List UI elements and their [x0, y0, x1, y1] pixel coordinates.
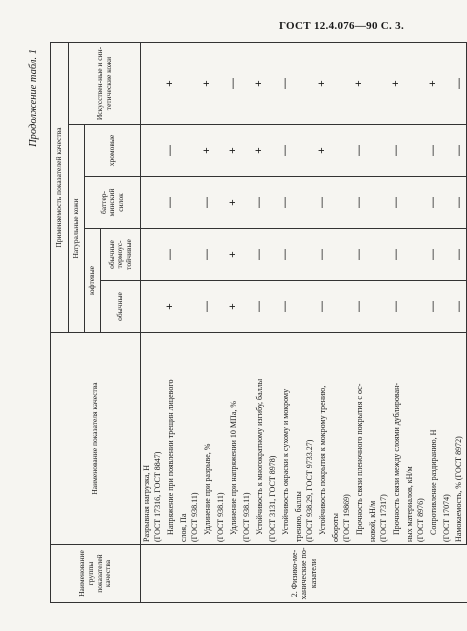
applicability-mark: [141, 125, 153, 177]
applicability-mark: [178, 43, 189, 125]
table-row: [330, 43, 341, 603]
applicability-mark: [241, 125, 252, 177]
applicability-mark: [341, 229, 352, 281]
header-natural-leathers: Натуральные кожи: [69, 125, 85, 333]
applicability-mark: [404, 125, 415, 177]
applicability-mark: —: [315, 229, 330, 281]
header-yuft-heat-resistant: обычные термоус-тойчивые: [101, 229, 141, 281]
table-row: [304, 43, 315, 603]
table-row: [441, 43, 452, 603]
applicability-mark: —: [452, 125, 467, 177]
applicability-mark: +: [252, 125, 267, 177]
table-row: [252, 43, 267, 603]
applicability-mark: [189, 281, 200, 333]
applicability-mark: [330, 125, 341, 177]
applicability-mark: [215, 43, 226, 125]
applicability-mark: [178, 281, 189, 333]
table-row: [278, 43, 293, 603]
table-row: [241, 43, 252, 603]
applicability-mark: —: [452, 43, 467, 125]
indicator-cell: Удлинение при разрыве, %: [200, 333, 215, 545]
applicability-mark: [404, 281, 415, 333]
applicability-mark: [141, 43, 153, 125]
applicability-mark: [415, 43, 426, 125]
indicator-cell: Напряжение при появлении трещин лицевого: [163, 333, 178, 545]
applicability-mark: [404, 177, 415, 229]
indicator-cell: (ГОСТ 17316, ГОСТ 8847): [152, 333, 163, 545]
indicator-cell: (ГОСТ 8976): [415, 333, 426, 545]
applicability-mark: +: [389, 43, 404, 125]
applicability-mark: —: [163, 177, 178, 229]
applicability-mark: —: [315, 177, 330, 229]
applicability-mark: [367, 125, 378, 177]
applicability-mark: [441, 281, 452, 333]
table-row: [200, 43, 215, 603]
header-chrome: хромовые: [85, 125, 141, 177]
applicability-mark: —: [389, 281, 404, 333]
applicability-mark: [330, 177, 341, 229]
applicability-mark: +: [200, 43, 215, 125]
applicability-mark: —: [163, 229, 178, 281]
applicability-mark: +: [315, 43, 330, 125]
applicability-mark: +: [315, 125, 330, 177]
applicability-mark: [341, 281, 352, 333]
applicability-mark: [241, 229, 252, 281]
applicability-mark: [341, 177, 352, 229]
applicability-mark: [441, 125, 452, 177]
applicability-mark: [378, 177, 389, 229]
table-row: [341, 43, 352, 603]
applicability-mark: [415, 229, 426, 281]
applicability-mark: [215, 125, 226, 177]
header-indicator: Наименование показателя качества: [51, 333, 141, 545]
applicability-mark: —: [452, 281, 467, 333]
applicability-mark: —: [252, 177, 267, 229]
applicability-mark: [189, 125, 200, 177]
applicability-mark: —: [426, 229, 441, 281]
applicability-mark: [293, 281, 304, 333]
indicator-cell: (ГОСТ 938.29, ГОСТ 9733.27): [304, 333, 315, 545]
applicability-mark: —: [200, 281, 215, 333]
applicability-mark: [215, 229, 226, 281]
applicability-mark: [367, 281, 378, 333]
indicator-cell: Прочность связи пленочного покрытия с ос-: [352, 333, 367, 545]
applicability-mark: —: [352, 229, 367, 281]
applicability-mark: [378, 125, 389, 177]
table-row: [352, 43, 367, 603]
header-group: Наименование группы показателей качества: [51, 545, 141, 603]
applicability-mark: [152, 43, 163, 125]
applicability-mark: [378, 43, 389, 125]
applicability-mark: [304, 125, 315, 177]
applicability-mark: [241, 43, 252, 125]
table-row: [404, 43, 415, 603]
quality-indicators-table: [50, 42, 467, 603]
applicability-mark: [241, 281, 252, 333]
indicator-cell: Намокаемость, % (ГОСТ 8972): [452, 333, 467, 545]
table-row: [226, 43, 241, 603]
applicability-mark: [141, 177, 153, 229]
applicability-mark: —: [278, 125, 293, 177]
applicability-mark: [415, 177, 426, 229]
applicability-mark: —: [278, 177, 293, 229]
applicability-mark: [378, 229, 389, 281]
applicability-mark: [241, 177, 252, 229]
applicability-mark: [152, 125, 163, 177]
applicability-mark: [404, 43, 415, 125]
indicator-cell: (ГОСТ 938.11): [189, 333, 200, 545]
group-label: 2. Физико-ме-ханические по-казатели: [141, 545, 467, 603]
applicability-mark: —: [352, 177, 367, 229]
applicability-mark: —: [252, 281, 267, 333]
applicability-mark: —: [278, 43, 293, 125]
applicability-mark: [367, 229, 378, 281]
applicability-mark: [293, 43, 304, 125]
table-row: [426, 43, 441, 603]
indicator-cell: новой, кН/м: [367, 333, 378, 545]
applicability-mark: [304, 281, 315, 333]
applicability-mark: —: [163, 125, 178, 177]
applicability-mark: [304, 229, 315, 281]
table-row: [293, 43, 304, 603]
applicability-mark: —: [200, 177, 215, 229]
indicator-cell: Удлинение при напряжении 10 МПа, %: [226, 333, 241, 545]
applicability-mark: +: [226, 281, 241, 333]
table-row: [367, 43, 378, 603]
applicability-mark: [152, 177, 163, 229]
applicability-mark: +: [426, 43, 441, 125]
applicability-mark: —: [426, 125, 441, 177]
applicability-mark: +: [226, 177, 241, 229]
applicability-mark: [441, 229, 452, 281]
applicability-mark: [341, 125, 352, 177]
table-row: [141, 43, 153, 603]
indicator-cell: (ГОСТ 17317): [378, 333, 389, 545]
table-row: [315, 43, 330, 603]
applicability-mark: +: [163, 281, 178, 333]
table-row: [152, 43, 163, 603]
applicability-mark: +: [252, 43, 267, 125]
applicability-mark: [415, 281, 426, 333]
applicability-mark: [415, 125, 426, 177]
applicability-mark: [304, 177, 315, 229]
applicability-mark: [152, 281, 163, 333]
applicability-mark: [441, 43, 452, 125]
applicability-mark: —: [226, 43, 241, 125]
indicator-cell: слоя, Па: [178, 333, 189, 545]
table-row: [189, 43, 200, 603]
indicator-cell: Устойчивость покрытия к мокрому трению,: [315, 333, 330, 545]
indicator-cell: (ГОСТ 3131, ГОСТ 8978): [267, 333, 278, 545]
indicator-cell: ных материалов, кН/м: [404, 333, 415, 545]
applicability-mark: +: [352, 43, 367, 125]
applicability-mark: [367, 177, 378, 229]
applicability-mark: [378, 281, 389, 333]
applicability-mark: [330, 43, 341, 125]
indicator-cell: Сопротивление раздиранию, Н: [426, 333, 441, 545]
applicability-mark: [404, 229, 415, 281]
indicator-cell: Устойчивость к многократному изгибу, баллы: [252, 333, 267, 545]
indicator-cell: Устойчивость окраски к сухому и мокрому: [278, 333, 293, 545]
applicability-mark: +: [226, 229, 241, 281]
applicability-mark: [189, 43, 200, 125]
header-butyl: баттер-минский силок: [85, 177, 141, 229]
table-continuation-title: Продолжение табл. 1: [28, 49, 39, 147]
applicability-mark: —: [315, 281, 330, 333]
applicability-mark: [293, 229, 304, 281]
applicability-mark: [267, 281, 278, 333]
applicability-mark: —: [452, 229, 467, 281]
table-row: [178, 43, 189, 603]
table-row: [415, 43, 426, 603]
table-row: [389, 43, 404, 603]
applicability-mark: [293, 177, 304, 229]
applicability-mark: —: [389, 177, 404, 229]
applicability-mark: [330, 229, 341, 281]
applicability-mark: [178, 125, 189, 177]
applicability-mark: [441, 177, 452, 229]
applicability-mark: [215, 281, 226, 333]
table-row: [378, 43, 389, 603]
applicability-mark: —: [389, 229, 404, 281]
applicability-mark: [267, 125, 278, 177]
applicability-mark: [152, 229, 163, 281]
applicability-mark: [341, 43, 352, 125]
applicability-mark: —: [352, 125, 367, 177]
indicator-cell: (ГОСТ 19869): [341, 333, 352, 545]
indicator-cell: Прочность связи между слоями дублирован-: [389, 333, 404, 545]
applicability-mark: —: [252, 229, 267, 281]
applicability-mark: [267, 229, 278, 281]
applicability-mark: [367, 43, 378, 125]
applicability-mark: —: [278, 229, 293, 281]
applicability-mark: [330, 281, 341, 333]
applicability-mark: —: [426, 281, 441, 333]
indicator-cell: обороты: [330, 333, 341, 545]
page-header: ГОСТ 12.4.076—90 С. 3.: [279, 20, 404, 32]
header-yuft-regular: обычные: [101, 281, 141, 333]
applicability-mark: [141, 281, 153, 333]
applicability-mark: +: [200, 125, 215, 177]
applicability-mark: [215, 177, 226, 229]
table-row: [163, 43, 178, 603]
applicability-mark: —: [452, 177, 467, 229]
table-row: [452, 43, 467, 603]
applicability-mark: —: [426, 177, 441, 229]
applicability-mark: +: [226, 125, 241, 177]
indicator-cell: (ГОСТ 938.11): [215, 333, 226, 545]
indicator-cell: Разрывная нагрузка, Н: [141, 333, 153, 545]
rotated-table-container: [28, 43, 465, 603]
indicator-cell: трению, баллы: [293, 333, 304, 545]
applicability-mark: —: [200, 229, 215, 281]
table-body: [141, 43, 467, 603]
header-yuft: юфтевые: [85, 229, 101, 333]
applicability-mark: [141, 229, 153, 281]
table-row: [215, 43, 226, 603]
applicability-mark: [178, 229, 189, 281]
table-row: [267, 43, 278, 603]
applicability-mark: [189, 229, 200, 281]
applicability-mark: +: [163, 43, 178, 125]
applicability-mark: [267, 43, 278, 125]
applicability-mark: [304, 43, 315, 125]
applicability-mark: [178, 177, 189, 229]
applicability-mark: —: [389, 125, 404, 177]
applicability-mark: [189, 177, 200, 229]
applicability-mark: [293, 125, 304, 177]
applicability-mark: [267, 177, 278, 229]
indicator-cell: (ГОСТ 17074): [441, 333, 452, 545]
header-artificial: Искусствен-ные и син-тетические кожи: [69, 43, 141, 125]
header-applicability: Применяемость показателей качества: [51, 43, 69, 333]
applicability-mark: —: [278, 281, 293, 333]
applicability-mark: —: [352, 281, 367, 333]
indicator-cell: (ГОСТ 938.11): [241, 333, 252, 545]
